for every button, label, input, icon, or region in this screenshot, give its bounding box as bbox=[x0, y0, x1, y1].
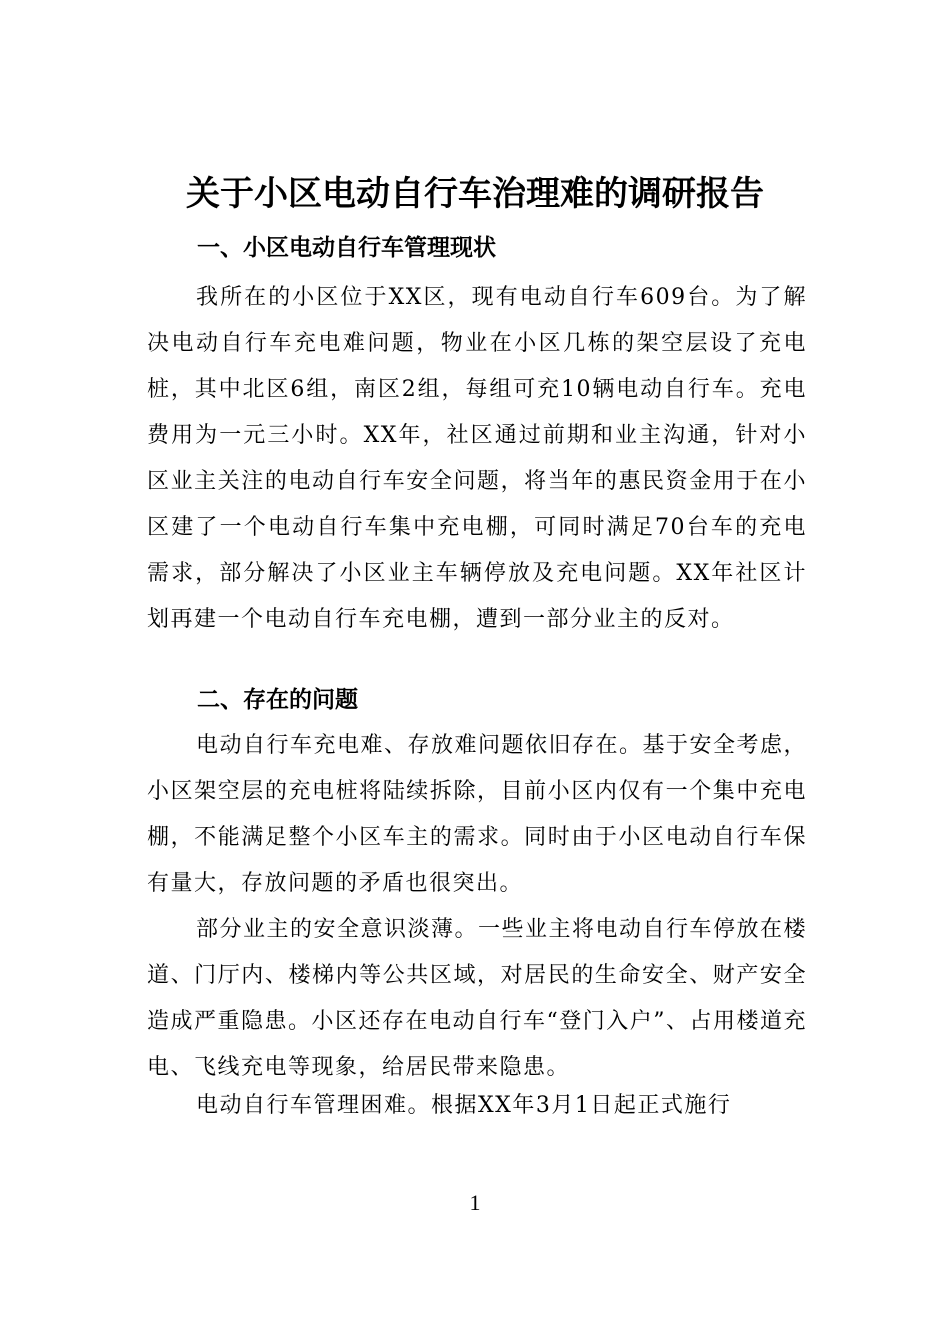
paragraph-status: 我所在的小区位于XX区，现有电动自行车609台。为了解决电动自行车充电难问题，物业在小区几栋的架空层设了充电桩，其中北区6组，南区2组，每组可充10辆电动自行车。充电费用为一元三小时。XX年，社区通过前期和业主沟通，针对小区业主关注的电动自行车安全问题，将当年的惠民资金用于在小区建了一个电动自行车集中充电棚，可同时满足70台车的充电需求，部分解决了小区业主车辆停放及充电问题。XX年社区计划再建一个电动自行车充电棚，遭到一部分业主的反对。 bbox=[147, 285, 807, 632]
section-heading-status: 一、小区电动自行车管理现状 bbox=[197, 235, 496, 261]
section-heading-problems: 二、存在的问题 bbox=[197, 687, 358, 713]
page-number: 1 bbox=[469, 1190, 481, 1215]
document-title: 关于小区电动自行车治理难的调研报告 bbox=[186, 174, 764, 214]
paragraph-management-difficulty: 电动自行车管理困难。根据XX年3月1日起正式施行 bbox=[196, 1093, 732, 1118]
paragraph-safety-awareness: 部分业主的安全意识淡薄。一些业主将电动自行车停放在楼道、门厅内、楼梯内等公共区域，对居民的生命安全、财产安全造成严重隐患。小区还存在电动自行车“登门入户”、占用楼道充电、飞线充电等现象，给居民带来隐患。 bbox=[147, 917, 808, 1080]
paragraph-charging-storage: 电动自行车充电难、存放难问题依旧存在。基于安全考虑，小区架空层的充电桩将陆续拆除，目前小区内仅有一个集中充电棚，不能满足整个小区车主的需求。同时由于小区电动自行车保有量大，存放问题的矛盾也很突出。 bbox=[147, 733, 808, 896]
